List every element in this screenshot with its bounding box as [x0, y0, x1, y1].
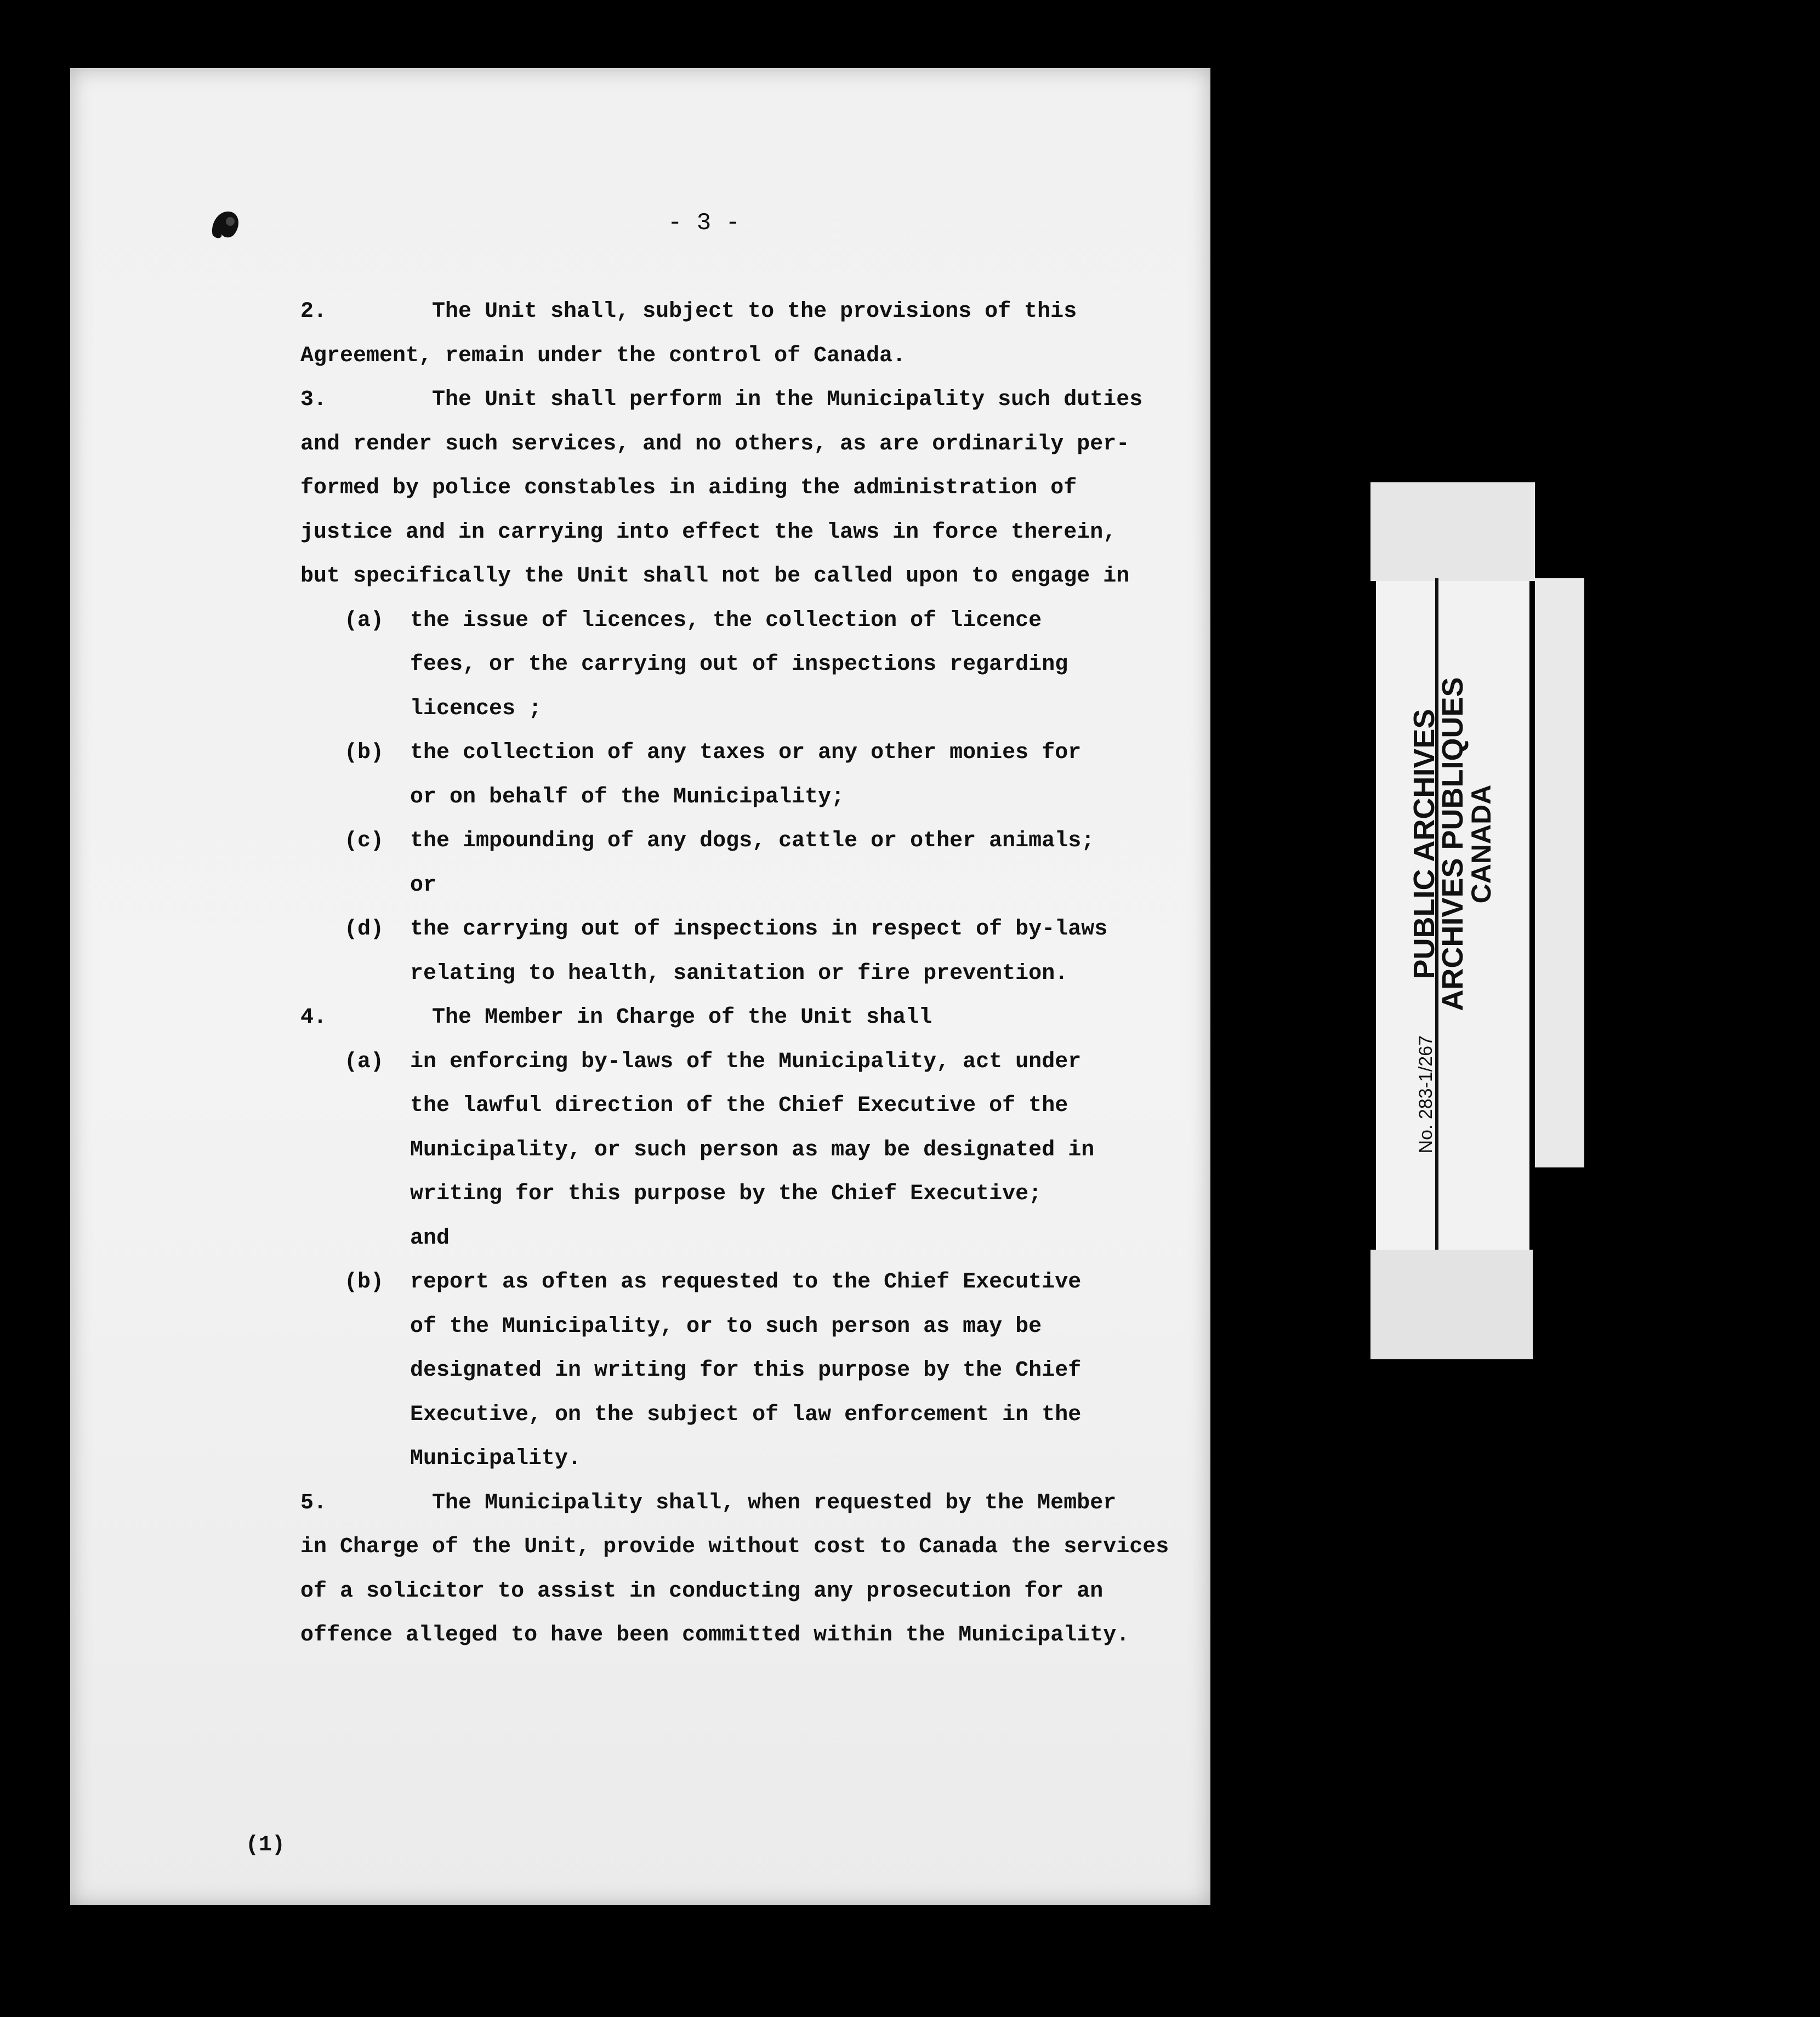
page-number: - 3 - — [668, 209, 741, 237]
text-line — [300, 1129, 1221, 1173]
line-text: the issue of licences, the collection of licence — [410, 608, 1042, 633]
text-line — [300, 1305, 1221, 1349]
text-line — [300, 1040, 1221, 1085]
line-text: Executive, on the subject of law enforcement in the — [410, 1402, 1082, 1427]
line-text: the lawful direction of the Chief Executive of the — [410, 1093, 1068, 1118]
text-line — [300, 819, 1221, 864]
item-label: (a) — [344, 608, 384, 633]
item-label: (a) — [344, 1049, 384, 1074]
text-line — [300, 1393, 1221, 1438]
text-line — [300, 334, 1221, 379]
line-text: Agreement, remain under the control of Canada. — [300, 343, 906, 368]
text-line — [300, 1570, 1221, 1614]
item-label: (c) — [344, 829, 384, 853]
text-line — [300, 511, 1221, 555]
text-line — [300, 1217, 1221, 1261]
line-text: report as often as requested to the Chief Executive — [410, 1270, 1082, 1295]
text-line — [300, 643, 1221, 687]
text-line — [300, 555, 1221, 599]
label-side-strip — [1535, 578, 1584, 1167]
text-line — [300, 731, 1221, 776]
line-text: The Unit shall perform in the Municipality such duties — [432, 388, 1143, 412]
line-text: in enforcing by-laws of the Municipality, act under — [410, 1049, 1082, 1074]
archive-line-3: CANADA — [1466, 784, 1497, 904]
archive-line-2: ARCHIVES PUBLIQUES — [1436, 677, 1469, 1011]
text-line — [300, 466, 1221, 511]
line-text: of a solicitor to assist in conducting any prosecution for an — [300, 1579, 1104, 1604]
text-line — [300, 423, 1221, 467]
text-line — [300, 1437, 1221, 1482]
line-text: The Unit shall, subject to the provisions of this — [432, 299, 1077, 324]
text-line — [300, 1614, 1221, 1658]
label-tab-bottom — [1370, 1250, 1533, 1359]
line-text: the carrying out of inspections in respect of by-laws — [410, 917, 1108, 942]
line-text: the collection of any taxes or any other monies for — [410, 740, 1082, 765]
line-text: licences ; — [410, 696, 542, 721]
clause-number: 5. — [300, 1490, 327, 1515]
document-page — [70, 68, 1210, 1905]
line-text: justice and in carrying into effect the laws in force therein, — [300, 520, 1117, 545]
line-text: The Municipality shall, when requested by the Member — [432, 1490, 1117, 1515]
footnote-marker: (1) — [246, 1833, 286, 1858]
line-text: formed by police constables in aiding the administration of — [300, 476, 1077, 500]
line-text: and — [410, 1226, 450, 1251]
line-text: or — [410, 873, 437, 898]
ink-blot — [207, 205, 246, 243]
text-line — [300, 1349, 1221, 1393]
text-line — [300, 1172, 1221, 1217]
archive-label-strip — [1370, 482, 1535, 1359]
text-line — [300, 1261, 1221, 1305]
item-label: (d) — [344, 917, 384, 942]
line-text: of the Municipality, or to such person as may be — [410, 1314, 1042, 1339]
text-line — [300, 996, 1221, 1040]
line-text: writing for this purpose by the Chief Executive; — [410, 1182, 1042, 1206]
line-text: offence alleged to have been committed within the Municipality. — [300, 1623, 1130, 1648]
text-line — [300, 687, 1221, 732]
text-line — [300, 1482, 1221, 1526]
line-text: but specifically the Unit shall not be called upon to engage in — [300, 564, 1130, 589]
text-line — [300, 864, 1221, 908]
line-text: or on behalf of the Municipality; — [410, 784, 845, 810]
text-line — [300, 290, 1221, 334]
archive-label-text — [1410, 677, 1495, 1153]
archive-line-1: PUBLIC ARCHIVES — [1408, 709, 1441, 979]
text-line — [300, 378, 1221, 423]
text-line — [300, 1084, 1221, 1129]
clause-number: 4. — [300, 1005, 327, 1030]
line-text: fees, or the carrying out of inspections regarding — [410, 652, 1068, 677]
item-label: (b) — [344, 1270, 384, 1295]
line-text: and render such services, and no others, as are ordinarily per- — [300, 431, 1130, 457]
item-label: (b) — [344, 740, 384, 765]
text-line — [300, 1525, 1221, 1570]
line-text: The Member in Charge of the Unit shall — [432, 1005, 932, 1030]
clause-number: 3. — [300, 388, 327, 412]
line-text: in Charge of the Unit, provide without cost to Canada the services — [300, 1535, 1169, 1559]
line-text: Municipality, or such person as may be designated in — [410, 1137, 1095, 1163]
line-text: designated in writing for this purpose by the Chief — [410, 1358, 1082, 1383]
archive-number: No. 283-1/267 — [1415, 1035, 1436, 1154]
line-text: the impounding of any dogs, cattle or other animals; — [410, 829, 1095, 853]
text-line — [300, 908, 1221, 952]
text-line — [300, 599, 1221, 643]
line-text: Municipality. — [410, 1446, 582, 1471]
text-line — [300, 952, 1221, 996]
clause-number: 2. — [300, 299, 327, 324]
document-body — [300, 290, 1221, 1658]
text-line — [300, 776, 1221, 820]
line-text: relating to health, sanitation or fire prevention. — [410, 961, 1068, 986]
label-tab-top — [1370, 482, 1535, 581]
